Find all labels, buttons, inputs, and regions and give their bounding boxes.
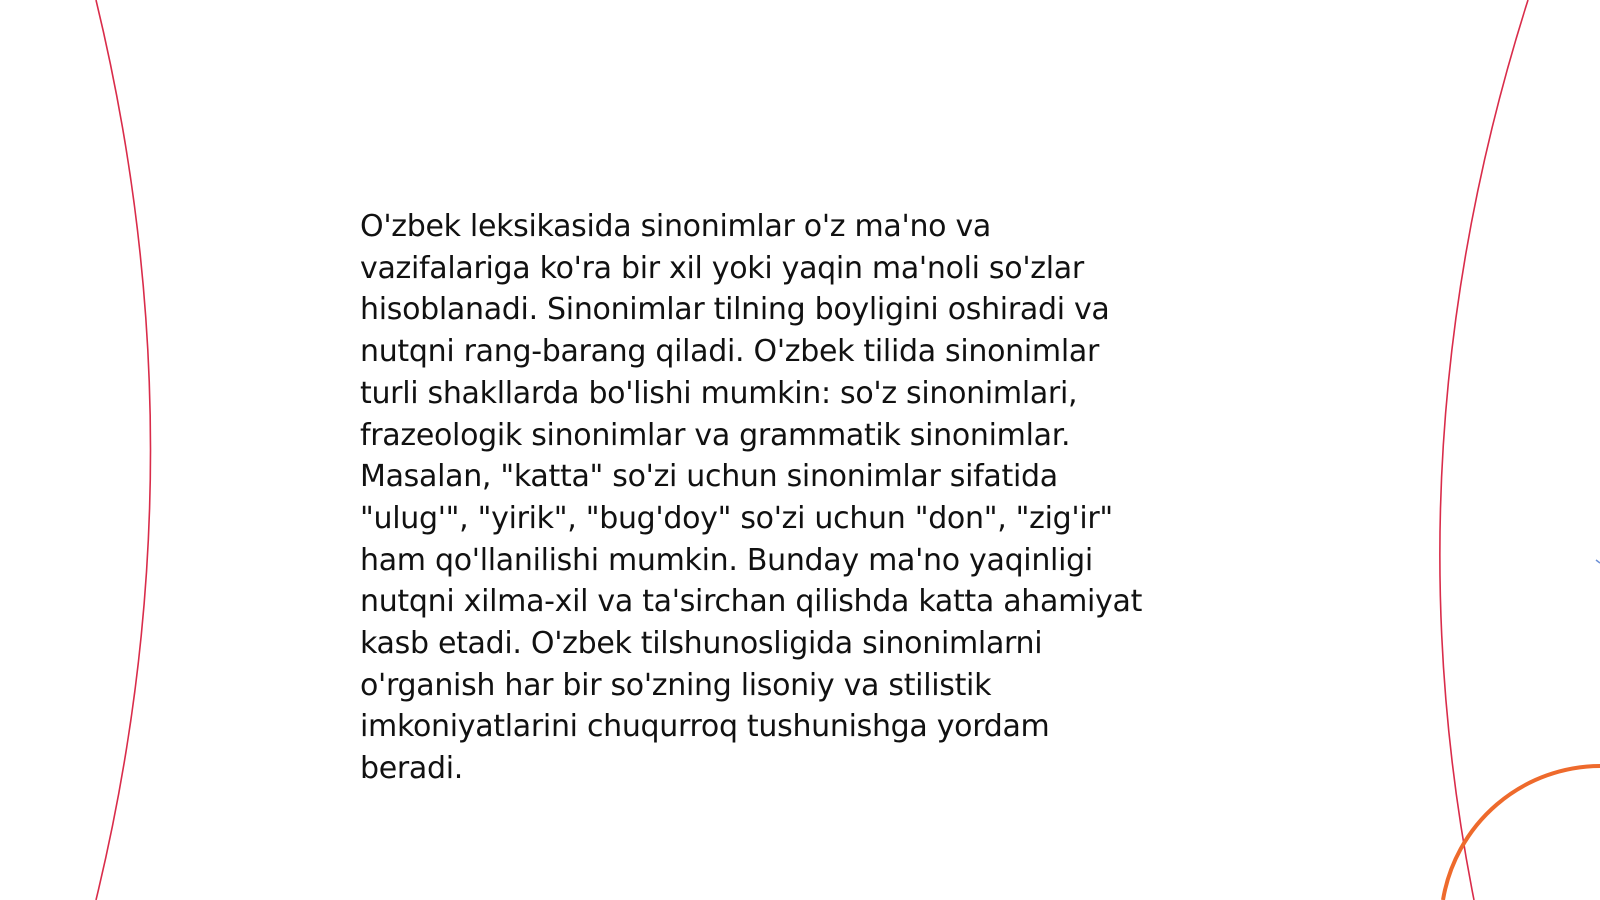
small-mark bbox=[1596, 560, 1600, 563]
body-text: O'zbek leksikasida sinonimlar o'z ma'no va vazifalariga ko'ra bir xil yoki yaqin ma'noli so'zlar hisoblanadi. Sinonimlar tilning boyligini oshiradi va nutqni rang-barang qiladi. O'zbek tilida sinonimlar turli shakllarda bo'lishi mumkin: so'z sinonimlari, frazeologik sinonimlar va grammatik sinonimlar. Masalan, "katta" so'zi uchun sinonimlar sifatida "ulug'", "yirik", "bug'doy" so'zi uchun "don", "zig'ir" ham qo'llanilishi mumkin. Bunday ma'no yaqinligi nutqni xilma-xil va ta'sirchan qilishda katta ahamiyat kasb etadi. O'zbek tilshunosligida sinonimlarni o'rganish har bir so'zning lisoniy va stilistik imkoniyatlarini chuqurroq tushunishga yordam beradi. bbox=[360, 209, 1143, 787]
left-curve-line bbox=[96, 0, 151, 900]
right-curve-line bbox=[1440, 0, 1528, 900]
orange-arc bbox=[1443, 766, 1600, 900]
